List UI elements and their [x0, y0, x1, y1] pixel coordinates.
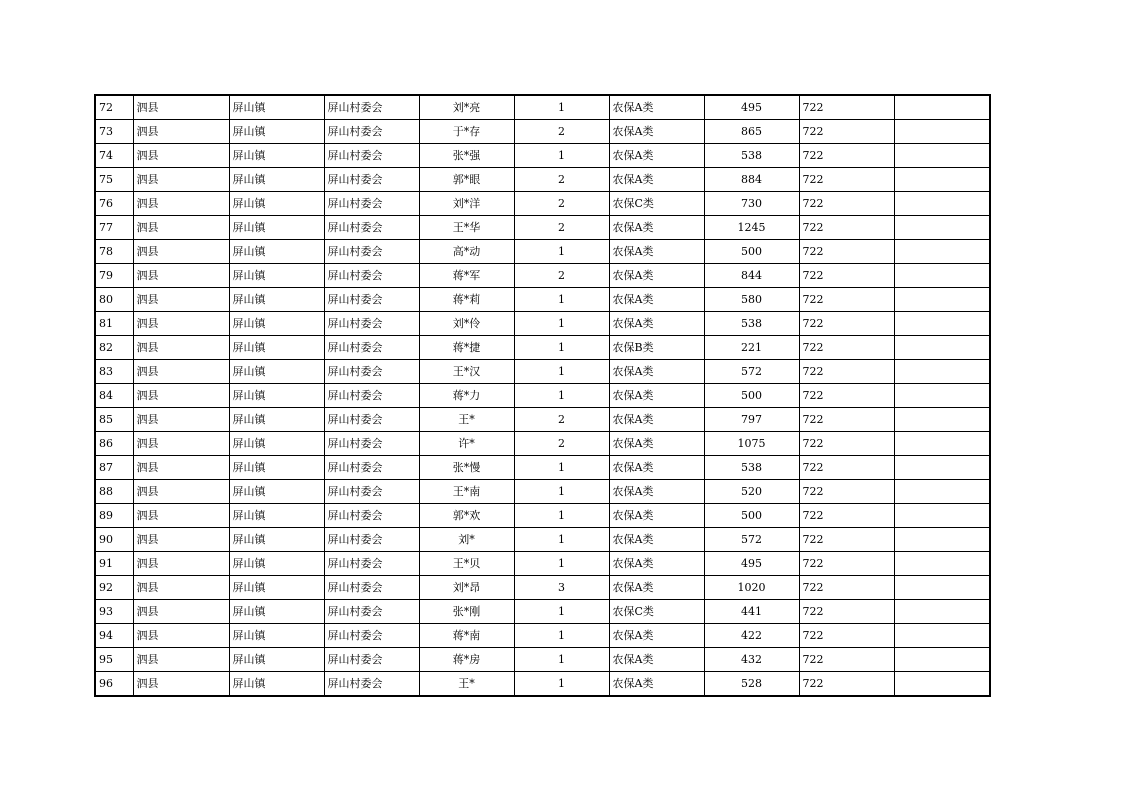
village-committee-cell: 屏山村委会 — [324, 648, 419, 672]
standard-cell: 722 — [799, 168, 894, 192]
county-cell: 泗县 — [133, 504, 229, 528]
standard-cell: 722 — [799, 216, 894, 240]
household-size-cell: 1 — [514, 480, 609, 504]
amount-cell: 528 — [704, 672, 799, 697]
row-index-cell: 88 — [95, 480, 133, 504]
household-size-cell: 1 — [514, 384, 609, 408]
village-committee-cell: 屏山村委会 — [324, 360, 419, 384]
name-cell: 张*刚 — [419, 600, 514, 624]
village-committee-cell: 屏山村委会 — [324, 480, 419, 504]
county-cell: 泗县 — [133, 240, 229, 264]
amount-cell: 1020 — [704, 576, 799, 600]
remark-cell — [894, 240, 990, 264]
insurance-type-cell: 农保A类 — [609, 672, 704, 697]
table-row — [95, 456, 990, 480]
table-row — [95, 384, 990, 408]
town-cell: 屏山镇 — [229, 120, 324, 144]
remark-cell — [894, 480, 990, 504]
county-cell: 泗县 — [133, 216, 229, 240]
beneficiary-table — [94, 94, 991, 697]
county-cell: 泗县 — [133, 624, 229, 648]
town-cell: 屏山镇 — [229, 480, 324, 504]
village-committee-cell: 屏山村委会 — [324, 432, 419, 456]
county-cell: 泗县 — [133, 168, 229, 192]
standard-cell: 722 — [799, 144, 894, 168]
name-cell: 王* — [419, 672, 514, 697]
town-cell: 屏山镇 — [229, 192, 324, 216]
standard-cell: 722 — [799, 504, 894, 528]
name-cell: 蒋*南 — [419, 624, 514, 648]
name-cell: 于*存 — [419, 120, 514, 144]
table-row — [95, 672, 990, 697]
row-index-cell: 92 — [95, 576, 133, 600]
standard-cell: 722 — [799, 264, 894, 288]
insurance-type-cell: 农保A类 — [609, 216, 704, 240]
table-row — [95, 144, 990, 168]
remark-cell — [894, 432, 990, 456]
name-cell: 蒋*力 — [419, 384, 514, 408]
table-row — [95, 552, 990, 576]
town-cell: 屏山镇 — [229, 600, 324, 624]
amount-cell: 422 — [704, 624, 799, 648]
standard-cell: 722 — [799, 408, 894, 432]
name-cell: 刘*亮 — [419, 95, 514, 120]
name-cell: 刘*昂 — [419, 576, 514, 600]
amount-cell: 580 — [704, 288, 799, 312]
village-committee-cell: 屏山村委会 — [324, 672, 419, 697]
remark-cell — [894, 264, 990, 288]
name-cell: 王*南 — [419, 480, 514, 504]
insurance-type-cell: 农保A类 — [609, 144, 704, 168]
county-cell: 泗县 — [133, 360, 229, 384]
remark-cell — [894, 504, 990, 528]
row-index-cell: 83 — [95, 360, 133, 384]
name-cell: 王*汉 — [419, 360, 514, 384]
table-row — [95, 288, 990, 312]
row-index-cell: 89 — [95, 504, 133, 528]
county-cell: 泗县 — [133, 336, 229, 360]
name-cell: 王*华 — [419, 216, 514, 240]
amount-cell: 1245 — [704, 216, 799, 240]
remark-cell — [894, 624, 990, 648]
town-cell: 屏山镇 — [229, 384, 324, 408]
amount-cell: 495 — [704, 95, 799, 120]
remark-cell — [894, 312, 990, 336]
county-cell: 泗县 — [133, 312, 229, 336]
amount-cell: 1075 — [704, 432, 799, 456]
village-committee-cell: 屏山村委会 — [324, 264, 419, 288]
row-index-cell: 96 — [95, 672, 133, 697]
village-committee-cell: 屏山村委会 — [324, 144, 419, 168]
row-index-cell: 94 — [95, 624, 133, 648]
household-size-cell: 1 — [514, 672, 609, 697]
amount-cell: 572 — [704, 528, 799, 552]
row-index-cell: 87 — [95, 456, 133, 480]
household-size-cell: 1 — [514, 312, 609, 336]
village-committee-cell: 屏山村委会 — [324, 240, 419, 264]
standard-cell: 722 — [799, 432, 894, 456]
insurance-type-cell: 农保C类 — [609, 600, 704, 624]
household-size-cell: 1 — [514, 600, 609, 624]
table-row — [95, 95, 990, 120]
table-row — [95, 648, 990, 672]
insurance-type-cell: 农保A类 — [609, 264, 704, 288]
insurance-type-cell: 农保A类 — [609, 408, 704, 432]
amount-cell: 865 — [704, 120, 799, 144]
table-row — [95, 312, 990, 336]
town-cell: 屏山镇 — [229, 408, 324, 432]
county-cell: 泗县 — [133, 672, 229, 697]
household-size-cell: 2 — [514, 168, 609, 192]
name-cell: 蒋*军 — [419, 264, 514, 288]
standard-cell: 722 — [799, 672, 894, 697]
insurance-type-cell: 农保A类 — [609, 432, 704, 456]
amount-cell: 441 — [704, 600, 799, 624]
household-size-cell: 2 — [514, 192, 609, 216]
standard-cell: 722 — [799, 480, 894, 504]
standard-cell: 722 — [799, 456, 894, 480]
remark-cell — [894, 552, 990, 576]
town-cell: 屏山镇 — [229, 288, 324, 312]
amount-cell: 730 — [704, 192, 799, 216]
village-committee-cell: 屏山村委会 — [324, 192, 419, 216]
remark-cell — [894, 168, 990, 192]
name-cell: 许* — [419, 432, 514, 456]
row-index-cell: 84 — [95, 384, 133, 408]
row-index-cell: 77 — [95, 216, 133, 240]
insurance-type-cell: 农保A类 — [609, 360, 704, 384]
remark-cell — [894, 288, 990, 312]
county-cell: 泗县 — [133, 264, 229, 288]
name-cell: 蒋*捷 — [419, 336, 514, 360]
table-row — [95, 432, 990, 456]
table-row — [95, 360, 990, 384]
county-cell: 泗县 — [133, 480, 229, 504]
name-cell: 王* — [419, 408, 514, 432]
row-index-cell: 78 — [95, 240, 133, 264]
table-row — [95, 408, 990, 432]
standard-cell: 722 — [799, 552, 894, 576]
county-cell: 泗县 — [133, 528, 229, 552]
household-size-cell: 2 — [514, 264, 609, 288]
insurance-type-cell: 农保A类 — [609, 240, 704, 264]
insurance-type-cell: 农保A类 — [609, 576, 704, 600]
town-cell: 屏山镇 — [229, 504, 324, 528]
remark-cell — [894, 576, 990, 600]
town-cell: 屏山镇 — [229, 312, 324, 336]
table-row — [95, 336, 990, 360]
table-row — [95, 240, 990, 264]
row-index-cell: 91 — [95, 552, 133, 576]
amount-cell: 538 — [704, 144, 799, 168]
remark-cell — [894, 192, 990, 216]
county-cell: 泗县 — [133, 600, 229, 624]
standard-cell: 722 — [799, 336, 894, 360]
remark-cell — [894, 384, 990, 408]
row-index-cell: 81 — [95, 312, 133, 336]
insurance-type-cell: 农保A类 — [609, 624, 704, 648]
county-cell: 泗县 — [133, 576, 229, 600]
village-committee-cell: 屏山村委会 — [324, 95, 419, 120]
standard-cell: 722 — [799, 384, 894, 408]
village-committee-cell: 屏山村委会 — [324, 600, 419, 624]
household-size-cell: 1 — [514, 552, 609, 576]
name-cell: 刘*洋 — [419, 192, 514, 216]
village-committee-cell: 屏山村委会 — [324, 624, 419, 648]
amount-cell: 520 — [704, 480, 799, 504]
table-row — [95, 624, 990, 648]
household-size-cell: 3 — [514, 576, 609, 600]
town-cell: 屏山镇 — [229, 216, 324, 240]
table-row — [95, 528, 990, 552]
town-cell: 屏山镇 — [229, 168, 324, 192]
county-cell: 泗县 — [133, 456, 229, 480]
standard-cell: 722 — [799, 600, 894, 624]
household-size-cell: 1 — [514, 360, 609, 384]
amount-cell: 500 — [704, 240, 799, 264]
name-cell: 刘*伶 — [419, 312, 514, 336]
amount-cell: 538 — [704, 312, 799, 336]
town-cell: 屏山镇 — [229, 240, 324, 264]
village-committee-cell: 屏山村委会 — [324, 552, 419, 576]
row-index-cell: 86 — [95, 432, 133, 456]
amount-cell: 495 — [704, 552, 799, 576]
household-size-cell: 2 — [514, 216, 609, 240]
table-body — [95, 95, 990, 696]
town-cell: 屏山镇 — [229, 432, 324, 456]
row-index-cell: 74 — [95, 144, 133, 168]
remark-cell — [894, 600, 990, 624]
remark-cell — [894, 216, 990, 240]
county-cell: 泗县 — [133, 552, 229, 576]
row-index-cell: 75 — [95, 168, 133, 192]
remark-cell — [894, 360, 990, 384]
name-cell: 高*动 — [419, 240, 514, 264]
county-cell: 泗县 — [133, 432, 229, 456]
insurance-type-cell: 农保A类 — [609, 312, 704, 336]
name-cell: 郭*欢 — [419, 504, 514, 528]
household-size-cell: 1 — [514, 95, 609, 120]
row-index-cell: 95 — [95, 648, 133, 672]
remark-cell — [894, 456, 990, 480]
amount-cell: 797 — [704, 408, 799, 432]
village-committee-cell: 屏山村委会 — [324, 288, 419, 312]
row-index-cell: 76 — [95, 192, 133, 216]
household-size-cell: 1 — [514, 240, 609, 264]
town-cell: 屏山镇 — [229, 264, 324, 288]
name-cell: 郭*眼 — [419, 168, 514, 192]
county-cell: 泗县 — [133, 192, 229, 216]
town-cell: 屏山镇 — [229, 552, 324, 576]
household-size-cell: 1 — [514, 336, 609, 360]
amount-cell: 884 — [704, 168, 799, 192]
row-index-cell: 79 — [95, 264, 133, 288]
county-cell: 泗县 — [133, 95, 229, 120]
insurance-type-cell: 农保B类 — [609, 336, 704, 360]
town-cell: 屏山镇 — [229, 528, 324, 552]
household-size-cell: 1 — [514, 504, 609, 528]
amount-cell: 500 — [704, 504, 799, 528]
village-committee-cell: 屏山村委会 — [324, 456, 419, 480]
remark-cell — [894, 95, 990, 120]
village-committee-cell: 屏山村委会 — [324, 168, 419, 192]
county-cell: 泗县 — [133, 384, 229, 408]
name-cell: 张*慢 — [419, 456, 514, 480]
remark-cell — [894, 336, 990, 360]
amount-cell: 500 — [704, 384, 799, 408]
village-committee-cell: 屏山村委会 — [324, 312, 419, 336]
name-cell: 蒋*莉 — [419, 288, 514, 312]
insurance-type-cell: 农保A类 — [609, 648, 704, 672]
table-row — [95, 120, 990, 144]
name-cell: 蒋*房 — [419, 648, 514, 672]
table-row — [95, 216, 990, 240]
town-cell: 屏山镇 — [229, 624, 324, 648]
town-cell: 屏山镇 — [229, 576, 324, 600]
table-row — [95, 576, 990, 600]
standard-cell: 722 — [799, 360, 894, 384]
amount-cell: 538 — [704, 456, 799, 480]
insurance-type-cell: 农保A类 — [609, 528, 704, 552]
table-row — [95, 168, 990, 192]
table-row — [95, 264, 990, 288]
row-index-cell: 73 — [95, 120, 133, 144]
village-committee-cell: 屏山村委会 — [324, 336, 419, 360]
amount-cell: 432 — [704, 648, 799, 672]
household-size-cell: 2 — [514, 432, 609, 456]
insurance-type-cell: 农保A类 — [609, 504, 704, 528]
amount-cell: 844 — [704, 264, 799, 288]
insurance-type-cell: 农保A类 — [609, 120, 704, 144]
village-committee-cell: 屏山村委会 — [324, 120, 419, 144]
household-size-cell: 1 — [514, 288, 609, 312]
remark-cell — [894, 120, 990, 144]
amount-cell: 572 — [704, 360, 799, 384]
household-size-cell: 2 — [514, 408, 609, 432]
table-row — [95, 480, 990, 504]
row-index-cell: 85 — [95, 408, 133, 432]
standard-cell: 722 — [799, 120, 894, 144]
town-cell: 屏山镇 — [229, 456, 324, 480]
amount-cell: 221 — [704, 336, 799, 360]
table-row — [95, 600, 990, 624]
insurance-type-cell: 农保A类 — [609, 95, 704, 120]
household-size-cell: 1 — [514, 456, 609, 480]
insurance-type-cell: 农保A类 — [609, 384, 704, 408]
insurance-type-cell: 农保A类 — [609, 288, 704, 312]
town-cell: 屏山镇 — [229, 336, 324, 360]
insurance-type-cell: 农保A类 — [609, 552, 704, 576]
town-cell: 屏山镇 — [229, 672, 324, 697]
household-size-cell: 2 — [514, 120, 609, 144]
row-index-cell: 72 — [95, 95, 133, 120]
insurance-type-cell: 农保A类 — [609, 480, 704, 504]
insurance-type-cell: 农保A类 — [609, 168, 704, 192]
household-size-cell: 1 — [514, 624, 609, 648]
standard-cell: 722 — [799, 192, 894, 216]
name-cell: 刘* — [419, 528, 514, 552]
name-cell: 张*强 — [419, 144, 514, 168]
row-index-cell: 90 — [95, 528, 133, 552]
county-cell: 泗县 — [133, 288, 229, 312]
village-committee-cell: 屏山村委会 — [324, 504, 419, 528]
standard-cell: 722 — [799, 528, 894, 552]
household-size-cell: 1 — [514, 144, 609, 168]
standard-cell: 722 — [799, 95, 894, 120]
remark-cell — [894, 672, 990, 697]
remark-cell — [894, 144, 990, 168]
county-cell: 泗县 — [133, 144, 229, 168]
remark-cell — [894, 408, 990, 432]
standard-cell: 722 — [799, 648, 894, 672]
village-committee-cell: 屏山村委会 — [324, 408, 419, 432]
row-index-cell: 80 — [95, 288, 133, 312]
standard-cell: 722 — [799, 312, 894, 336]
town-cell: 屏山镇 — [229, 360, 324, 384]
name-cell: 王*贝 — [419, 552, 514, 576]
remark-cell — [894, 648, 990, 672]
standard-cell: 722 — [799, 624, 894, 648]
remark-cell — [894, 528, 990, 552]
row-index-cell: 93 — [95, 600, 133, 624]
town-cell: 屏山镇 — [229, 648, 324, 672]
insurance-type-cell: 农保A类 — [609, 456, 704, 480]
village-committee-cell: 屏山村委会 — [324, 216, 419, 240]
table-row — [95, 504, 990, 528]
town-cell: 屏山镇 — [229, 95, 324, 120]
household-size-cell: 1 — [514, 648, 609, 672]
standard-cell: 722 — [799, 240, 894, 264]
standard-cell: 722 — [799, 288, 894, 312]
standard-cell: 722 — [799, 576, 894, 600]
insurance-type-cell: 农保C类 — [609, 192, 704, 216]
county-cell: 泗县 — [133, 120, 229, 144]
village-committee-cell: 屏山村委会 — [324, 528, 419, 552]
town-cell: 屏山镇 — [229, 144, 324, 168]
county-cell: 泗县 — [133, 408, 229, 432]
table-row — [95, 192, 990, 216]
village-committee-cell: 屏山村委会 — [324, 576, 419, 600]
row-index-cell: 82 — [95, 336, 133, 360]
village-committee-cell: 屏山村委会 — [324, 384, 419, 408]
household-size-cell: 1 — [514, 528, 609, 552]
county-cell: 泗县 — [133, 648, 229, 672]
